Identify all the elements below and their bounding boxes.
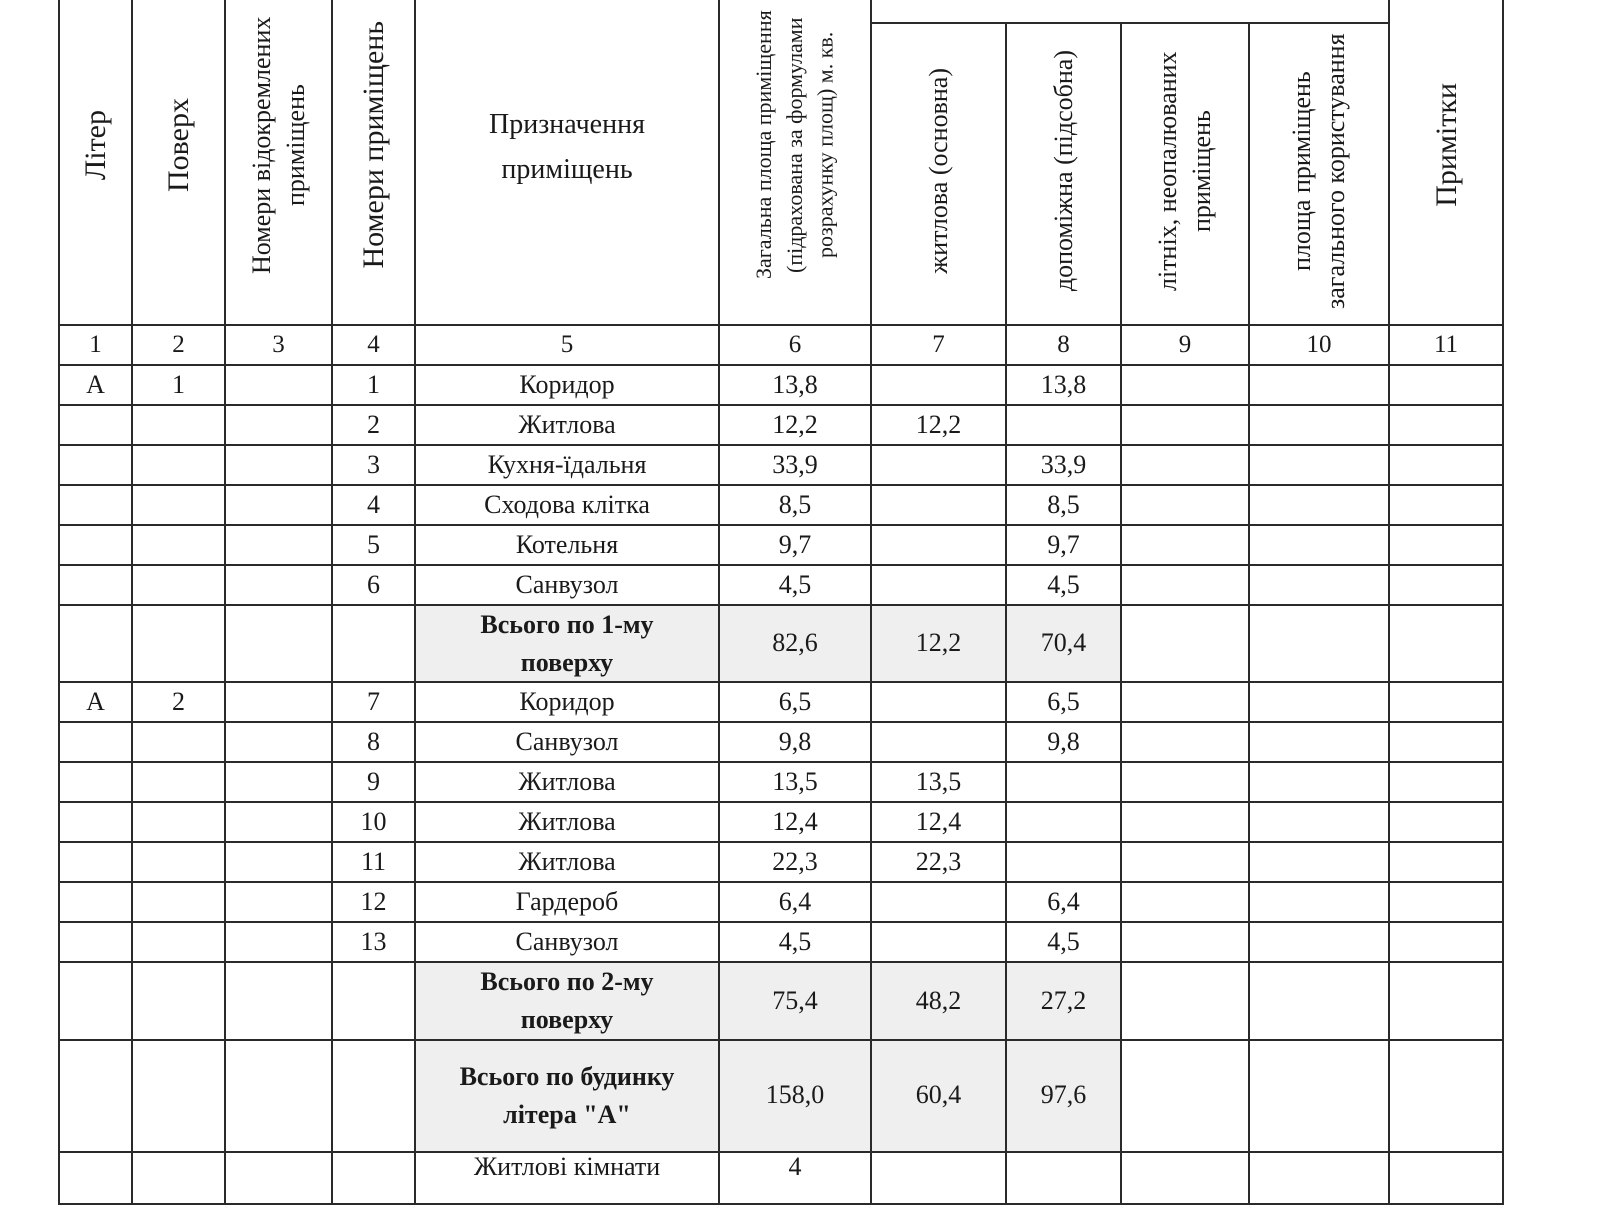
- cell-common: [1249, 802, 1389, 842]
- subtotal-living: 48,2: [871, 962, 1006, 1039]
- cell-floor: 1: [132, 365, 225, 405]
- cell-total-area: 12,4: [719, 802, 871, 842]
- subtotal-aux: 70,4: [1006, 605, 1121, 682]
- header-group-area: [871, 0, 1389, 23]
- table-row: [59, 445, 1503, 485]
- cell-separate: [225, 722, 332, 762]
- cell-aux: 9,8: [1006, 722, 1121, 762]
- cell-total-area: 13,5: [719, 762, 871, 802]
- cell-liter: [59, 922, 132, 962]
- cell-living: [871, 565, 1006, 605]
- cell-purpose: Санвузол: [415, 565, 719, 605]
- cell-living: 12,2: [871, 405, 1006, 445]
- subtotal-floor-2: [59, 962, 1503, 1039]
- cell-purpose: Санвузол: [415, 922, 719, 962]
- cell-floor: [132, 565, 225, 605]
- table-row: [59, 842, 1503, 882]
- cell-floor: [132, 922, 225, 962]
- building-total-label: Всього по будинку літера "А": [415, 1040, 719, 1152]
- cell-summer: [1121, 565, 1249, 605]
- cell-living: [871, 525, 1006, 565]
- subtotal-total: 82,6: [719, 605, 871, 682]
- cell-room-number: 1: [332, 365, 415, 405]
- building-total-aux: 97,6: [1006, 1040, 1121, 1152]
- cell-notes: [1389, 762, 1503, 802]
- cell-room-number: 2: [332, 405, 415, 445]
- cell-separate: [225, 882, 332, 922]
- cell-common: [1249, 682, 1389, 722]
- cell-liter: [59, 405, 132, 445]
- cell-aux: 13,8: [1006, 365, 1121, 405]
- living-rooms-row: [59, 1152, 1503, 1204]
- cell-room-number: 10: [332, 802, 415, 842]
- table-row: [59, 485, 1503, 525]
- table-row: [59, 525, 1503, 565]
- cell-floor: 2: [132, 682, 225, 722]
- header-floor: Поверх: [132, 0, 225, 325]
- cell-separate: [225, 802, 332, 842]
- cell-notes: [1389, 445, 1503, 485]
- cell-liter: [59, 762, 132, 802]
- cell-aux: 4,5: [1006, 922, 1121, 962]
- cell-common: [1249, 762, 1389, 802]
- cell-purpose: Санвузол: [415, 722, 719, 762]
- cell-total-area: 6,5: [719, 682, 871, 722]
- cell-living: [871, 682, 1006, 722]
- cell-aux: [1006, 842, 1121, 882]
- cell-purpose: Житлова: [415, 405, 719, 445]
- cell-separate: [225, 682, 332, 722]
- cell-room-number: 8: [332, 722, 415, 762]
- subtotal-aux: 27,2: [1006, 962, 1121, 1039]
- cell-liter: [59, 565, 132, 605]
- column-number-row: [59, 325, 1503, 365]
- building-total-total: 158,0: [719, 1040, 871, 1152]
- cell-room-number: 11: [332, 842, 415, 882]
- room-area-table: [58, 0, 1504, 1205]
- table-row: [59, 682, 1503, 722]
- table-row: [59, 882, 1503, 922]
- cell-living: [871, 365, 1006, 405]
- cell-total-area: 13,8: [719, 365, 871, 405]
- cell-notes: [1389, 525, 1503, 565]
- column-number: 3: [225, 325, 332, 365]
- cell-common: [1249, 565, 1389, 605]
- cell-notes: [1389, 722, 1503, 762]
- cell-separate: [225, 525, 332, 565]
- subtotal-living: 12,2: [871, 605, 1006, 682]
- cell-liter: [59, 445, 132, 485]
- cell-liter: А: [59, 682, 132, 722]
- cell-liter: [59, 802, 132, 842]
- cell-aux: 8,5: [1006, 485, 1121, 525]
- cell-summer: [1121, 802, 1249, 842]
- cell-notes: [1389, 365, 1503, 405]
- cell-common: [1249, 882, 1389, 922]
- header-separate-rooms: Номери відокремлених приміщень: [225, 0, 332, 325]
- header-summer: літніх, неопалюваних приміщень: [1121, 23, 1249, 325]
- column-number: 5: [415, 325, 719, 365]
- column-number: 6: [719, 325, 871, 365]
- cell-floor: [132, 842, 225, 882]
- cell-common: [1249, 365, 1389, 405]
- cell-living: 22,3: [871, 842, 1006, 882]
- cell-room-number: 12: [332, 882, 415, 922]
- cell-living: [871, 882, 1006, 922]
- cell-purpose: Гардероб: [415, 882, 719, 922]
- cell-notes: [1389, 405, 1503, 445]
- cell-floor: [132, 405, 225, 445]
- cell-living: 13,5: [871, 762, 1006, 802]
- cell-aux: [1006, 762, 1121, 802]
- cell-total-area: 8,5: [719, 485, 871, 525]
- subtotal-floor-1: [59, 605, 1503, 682]
- cell-aux: [1006, 405, 1121, 445]
- column-number: 11: [1389, 325, 1503, 365]
- header-liter: Літер: [59, 0, 132, 325]
- table-row: [59, 565, 1503, 605]
- cell-total-area: 9,8: [719, 722, 871, 762]
- cell-purpose: Житлова: [415, 802, 719, 842]
- cell-floor: [132, 445, 225, 485]
- cell-room-number: 4: [332, 485, 415, 525]
- table-row: [59, 922, 1503, 962]
- cell-aux: 33,9: [1006, 445, 1121, 485]
- cell-total-area: 4,5: [719, 565, 871, 605]
- table-row: [59, 762, 1503, 802]
- cell-liter: [59, 722, 132, 762]
- table-row: [59, 405, 1503, 445]
- cell-liter: А: [59, 365, 132, 405]
- cell-living: [871, 485, 1006, 525]
- cell-summer: [1121, 762, 1249, 802]
- cell-common: [1249, 445, 1389, 485]
- cell-floor: [132, 722, 225, 762]
- cell-purpose: Коридор: [415, 365, 719, 405]
- cell-separate: [225, 485, 332, 525]
- header-living: житлова (основна): [871, 23, 1006, 325]
- header-notes: Примітки: [1389, 0, 1503, 325]
- cell-room-number: 13: [332, 922, 415, 962]
- cell-total-area: 33,9: [719, 445, 871, 485]
- cell-common: [1249, 842, 1389, 882]
- cell-floor: [132, 762, 225, 802]
- cell-separate: [225, 842, 332, 882]
- cell-summer: [1121, 682, 1249, 722]
- cell-summer: [1121, 485, 1249, 525]
- column-number: 9: [1121, 325, 1249, 365]
- cell-separate: [225, 405, 332, 445]
- cell-summer: [1121, 922, 1249, 962]
- cell-aux: 4,5: [1006, 565, 1121, 605]
- cell-common: [1249, 722, 1389, 762]
- cell-common: [1249, 485, 1389, 525]
- cell-common: [1249, 405, 1389, 445]
- cell-total-area: 12,2: [719, 405, 871, 445]
- cell-liter: [59, 842, 132, 882]
- cell-summer: [1121, 842, 1249, 882]
- living-rooms-label: Житлові кімнати: [415, 1152, 719, 1204]
- cell-room-number: 6: [332, 565, 415, 605]
- cell-separate: [225, 922, 332, 962]
- cell-summer: [1121, 525, 1249, 565]
- cell-separate: [225, 762, 332, 802]
- cell-notes: [1389, 802, 1503, 842]
- cell-living: [871, 922, 1006, 962]
- cell-floor: [132, 485, 225, 525]
- table-row: [59, 802, 1503, 842]
- table-row: [59, 722, 1503, 762]
- cell-aux: 9,7: [1006, 525, 1121, 565]
- cell-separate: [225, 565, 332, 605]
- header-auxiliary: допоміжна (підсобна): [1006, 23, 1121, 325]
- cell-separate: [225, 445, 332, 485]
- table-row: [59, 365, 1503, 405]
- cell-notes: [1389, 842, 1503, 882]
- cell-purpose: Котельня: [415, 525, 719, 565]
- column-number: 1: [59, 325, 132, 365]
- cell-aux: 6,5: [1006, 682, 1121, 722]
- cell-liter: [59, 485, 132, 525]
- cell-total-area: 6,4: [719, 882, 871, 922]
- cell-total-area: 22,3: [719, 842, 871, 882]
- cell-liter: [59, 525, 132, 565]
- cell-notes: [1389, 485, 1503, 525]
- header-room-numbers: Номери приміщень: [332, 0, 415, 325]
- cell-summer: [1121, 882, 1249, 922]
- subtotal-total: 75,4: [719, 962, 871, 1039]
- cell-living: 12,4: [871, 802, 1006, 842]
- cell-purpose: Сходова клітка: [415, 485, 719, 525]
- cell-total-area: 9,7: [719, 525, 871, 565]
- cell-room-number: 7: [332, 682, 415, 722]
- column-number: 8: [1006, 325, 1121, 365]
- cell-living: [871, 445, 1006, 485]
- cell-purpose: Коридор: [415, 682, 719, 722]
- cell-common: [1249, 525, 1389, 565]
- header-total-area: Загальна площа приміщення (підрахована за формулами розрахунку площ) м. кв.: [719, 0, 871, 325]
- cell-notes: [1389, 565, 1503, 605]
- cell-aux: [1006, 802, 1121, 842]
- cell-room-number: 3: [332, 445, 415, 485]
- subtotal-label: Всього по 1-му поверху: [415, 605, 719, 682]
- column-number: 4: [332, 325, 415, 365]
- cell-summer: [1121, 722, 1249, 762]
- header-purpose: Призначення приміщень: [415, 0, 719, 325]
- cell-summer: [1121, 405, 1249, 445]
- cell-purpose: Житлова: [415, 842, 719, 882]
- cell-notes: [1389, 682, 1503, 722]
- cell-notes: [1389, 922, 1503, 962]
- cell-floor: [132, 525, 225, 565]
- cell-aux: 6,4: [1006, 882, 1121, 922]
- cell-common: [1249, 922, 1389, 962]
- cell-separate: [225, 365, 332, 405]
- living-rooms-count: 4: [719, 1152, 871, 1204]
- building-total-living: 60,4: [871, 1040, 1006, 1152]
- cell-notes: [1389, 882, 1503, 922]
- cell-floor: [132, 882, 225, 922]
- cell-purpose: Кухня-їдальня: [415, 445, 719, 485]
- cell-living: [871, 722, 1006, 762]
- cell-summer: [1121, 365, 1249, 405]
- cell-purpose: Житлова: [415, 762, 719, 802]
- column-number: 2: [132, 325, 225, 365]
- column-number: 7: [871, 325, 1006, 365]
- cell-room-number: 5: [332, 525, 415, 565]
- cell-floor: [132, 802, 225, 842]
- cell-summer: [1121, 445, 1249, 485]
- column-number: 10: [1249, 325, 1389, 365]
- header-common: площа приміщень загального користування: [1249, 23, 1389, 325]
- cell-liter: [59, 882, 132, 922]
- cell-room-number: 9: [332, 762, 415, 802]
- cell-total-area: 4,5: [719, 922, 871, 962]
- building-total-row: [59, 1040, 1503, 1152]
- subtotal-label: Всього по 2-му поверху: [415, 962, 719, 1039]
